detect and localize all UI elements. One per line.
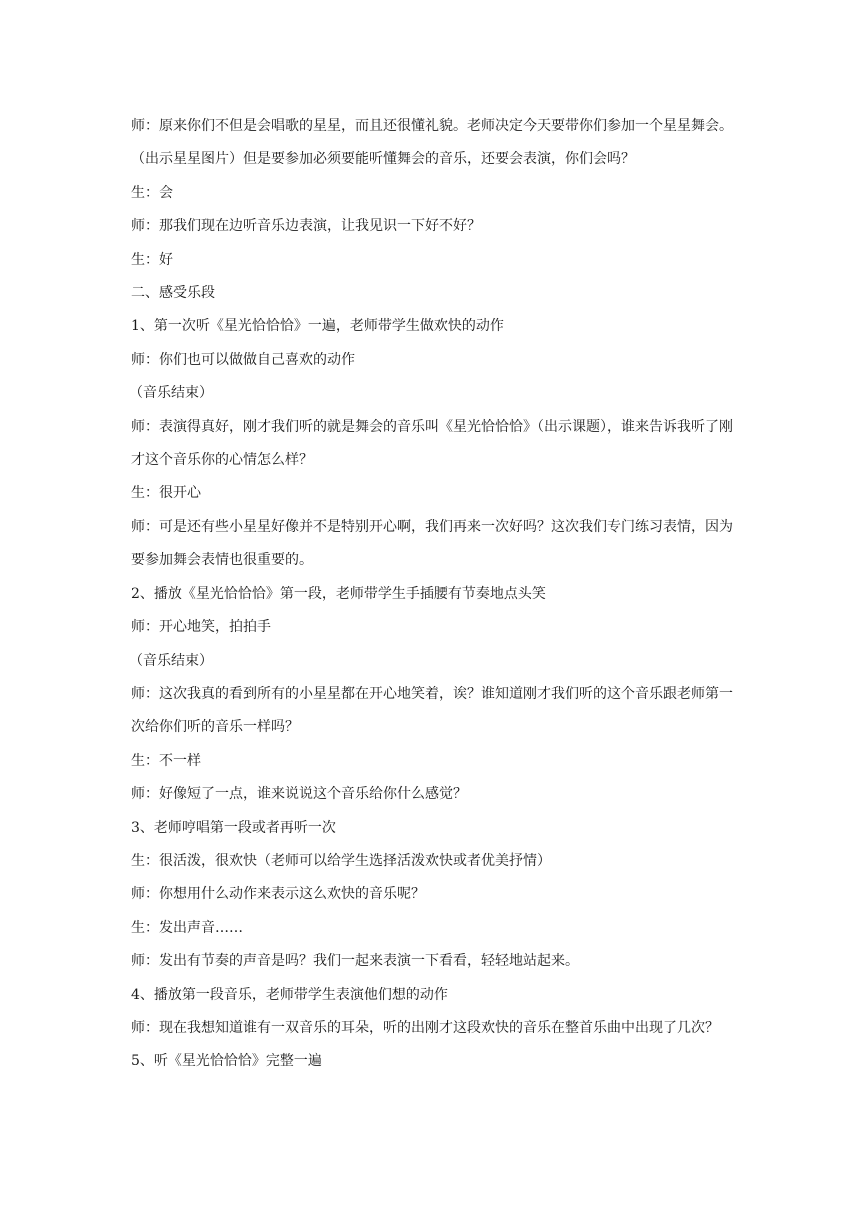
paragraph-student-reply: 生：发出声音……	[131, 919, 243, 936]
paragraph-teacher-line: 师：这次我真的看到所有的小星星都在开心地笑着，诶？谁知道刚才我们听的这个音乐跟老师第一次给你们听的音乐一样吗？	[131, 685, 733, 736]
paragraph-teacher-line: 师：现在我想知道谁有一双音乐的耳朵，听的出刚才这段欢快的音乐在整首乐曲中出现了几次？	[131, 1019, 719, 1036]
paragraph-student-reply: 生：好	[131, 251, 173, 268]
paragraph-teacher-line: 师：可是还有些小星星好像并不是特别开心啊，我们再来一次好吗？这次我们专门练习表情，因为要参加舞会表情也很重要的。	[131, 518, 733, 569]
paragraph-student-reply: 生：很开心	[131, 485, 201, 502]
paragraph-teacher-line: 师：你们也可以做做自己喜欢的动作	[131, 351, 355, 368]
paragraph-student-reply: 生：会	[131, 184, 173, 201]
paragraph-teacher-line: 师：那我们现在边听音乐边表演，让我见识一下好不好？	[131, 218, 481, 235]
paragraph-teacher-line: 师：开心地笑，拍拍手	[131, 619, 271, 636]
document-body	[131, 110, 741, 1079]
section-heading: 二、感受乐段	[131, 285, 215, 302]
step-item: 1、第一次听《星光恰恰恰》一遍，老师带学生做欢快的动作	[131, 318, 504, 335]
step-item: 2、播放《星光恰恰恰》第一段，老师带学生手插腰有节奏地点头笑	[131, 585, 546, 602]
paragraph-teacher-line: 师：发出有节奏的声音是吗？我们一起来表演一下看看，轻轻地站起来。	[131, 953, 579, 970]
stage-note: （音乐结束）	[129, 385, 213, 402]
step-item: 3、老师哼唱第一段或者再听一次	[131, 819, 336, 836]
paragraph-student-reply: 生：不一样	[131, 752, 201, 769]
paragraph-teacher-line: 师：你想用什么动作来表示这么欢快的音乐呢？	[131, 886, 425, 903]
step-item: 4、播放第一段音乐，老师带学生表演他们想的动作	[131, 986, 448, 1003]
paragraph-student-reply: 生：很活泼，很欢快（老师可以给学生选择活泼欢快或者优美抒情）	[131, 852, 551, 869]
paragraph-teacher-intro: 师：原来你们不但是会唱歌的星星，而且还很懂礼貌。老师决定今天要带你们参加一个星星舞会。（出示星星图片）但是要参加必须要能听懂舞会的音乐，还要会表演，你们会吗？	[131, 118, 733, 168]
stage-note: （音乐结束）	[129, 652, 213, 669]
paragraph-teacher-line: 师：好像短了一点，谁来说说这个音乐给你什么感觉？	[131, 786, 467, 803]
step-item: 5、听《星光恰恰恰》完整一遍	[131, 1053, 322, 1070]
paragraph-teacher-line: 师：表演得真好，刚才我们听的就是舞会的音乐叫《星光恰恰恰》（出示课题），谁来告诉我听了刚才这个音乐你的心情怎么样？	[131, 418, 733, 469]
